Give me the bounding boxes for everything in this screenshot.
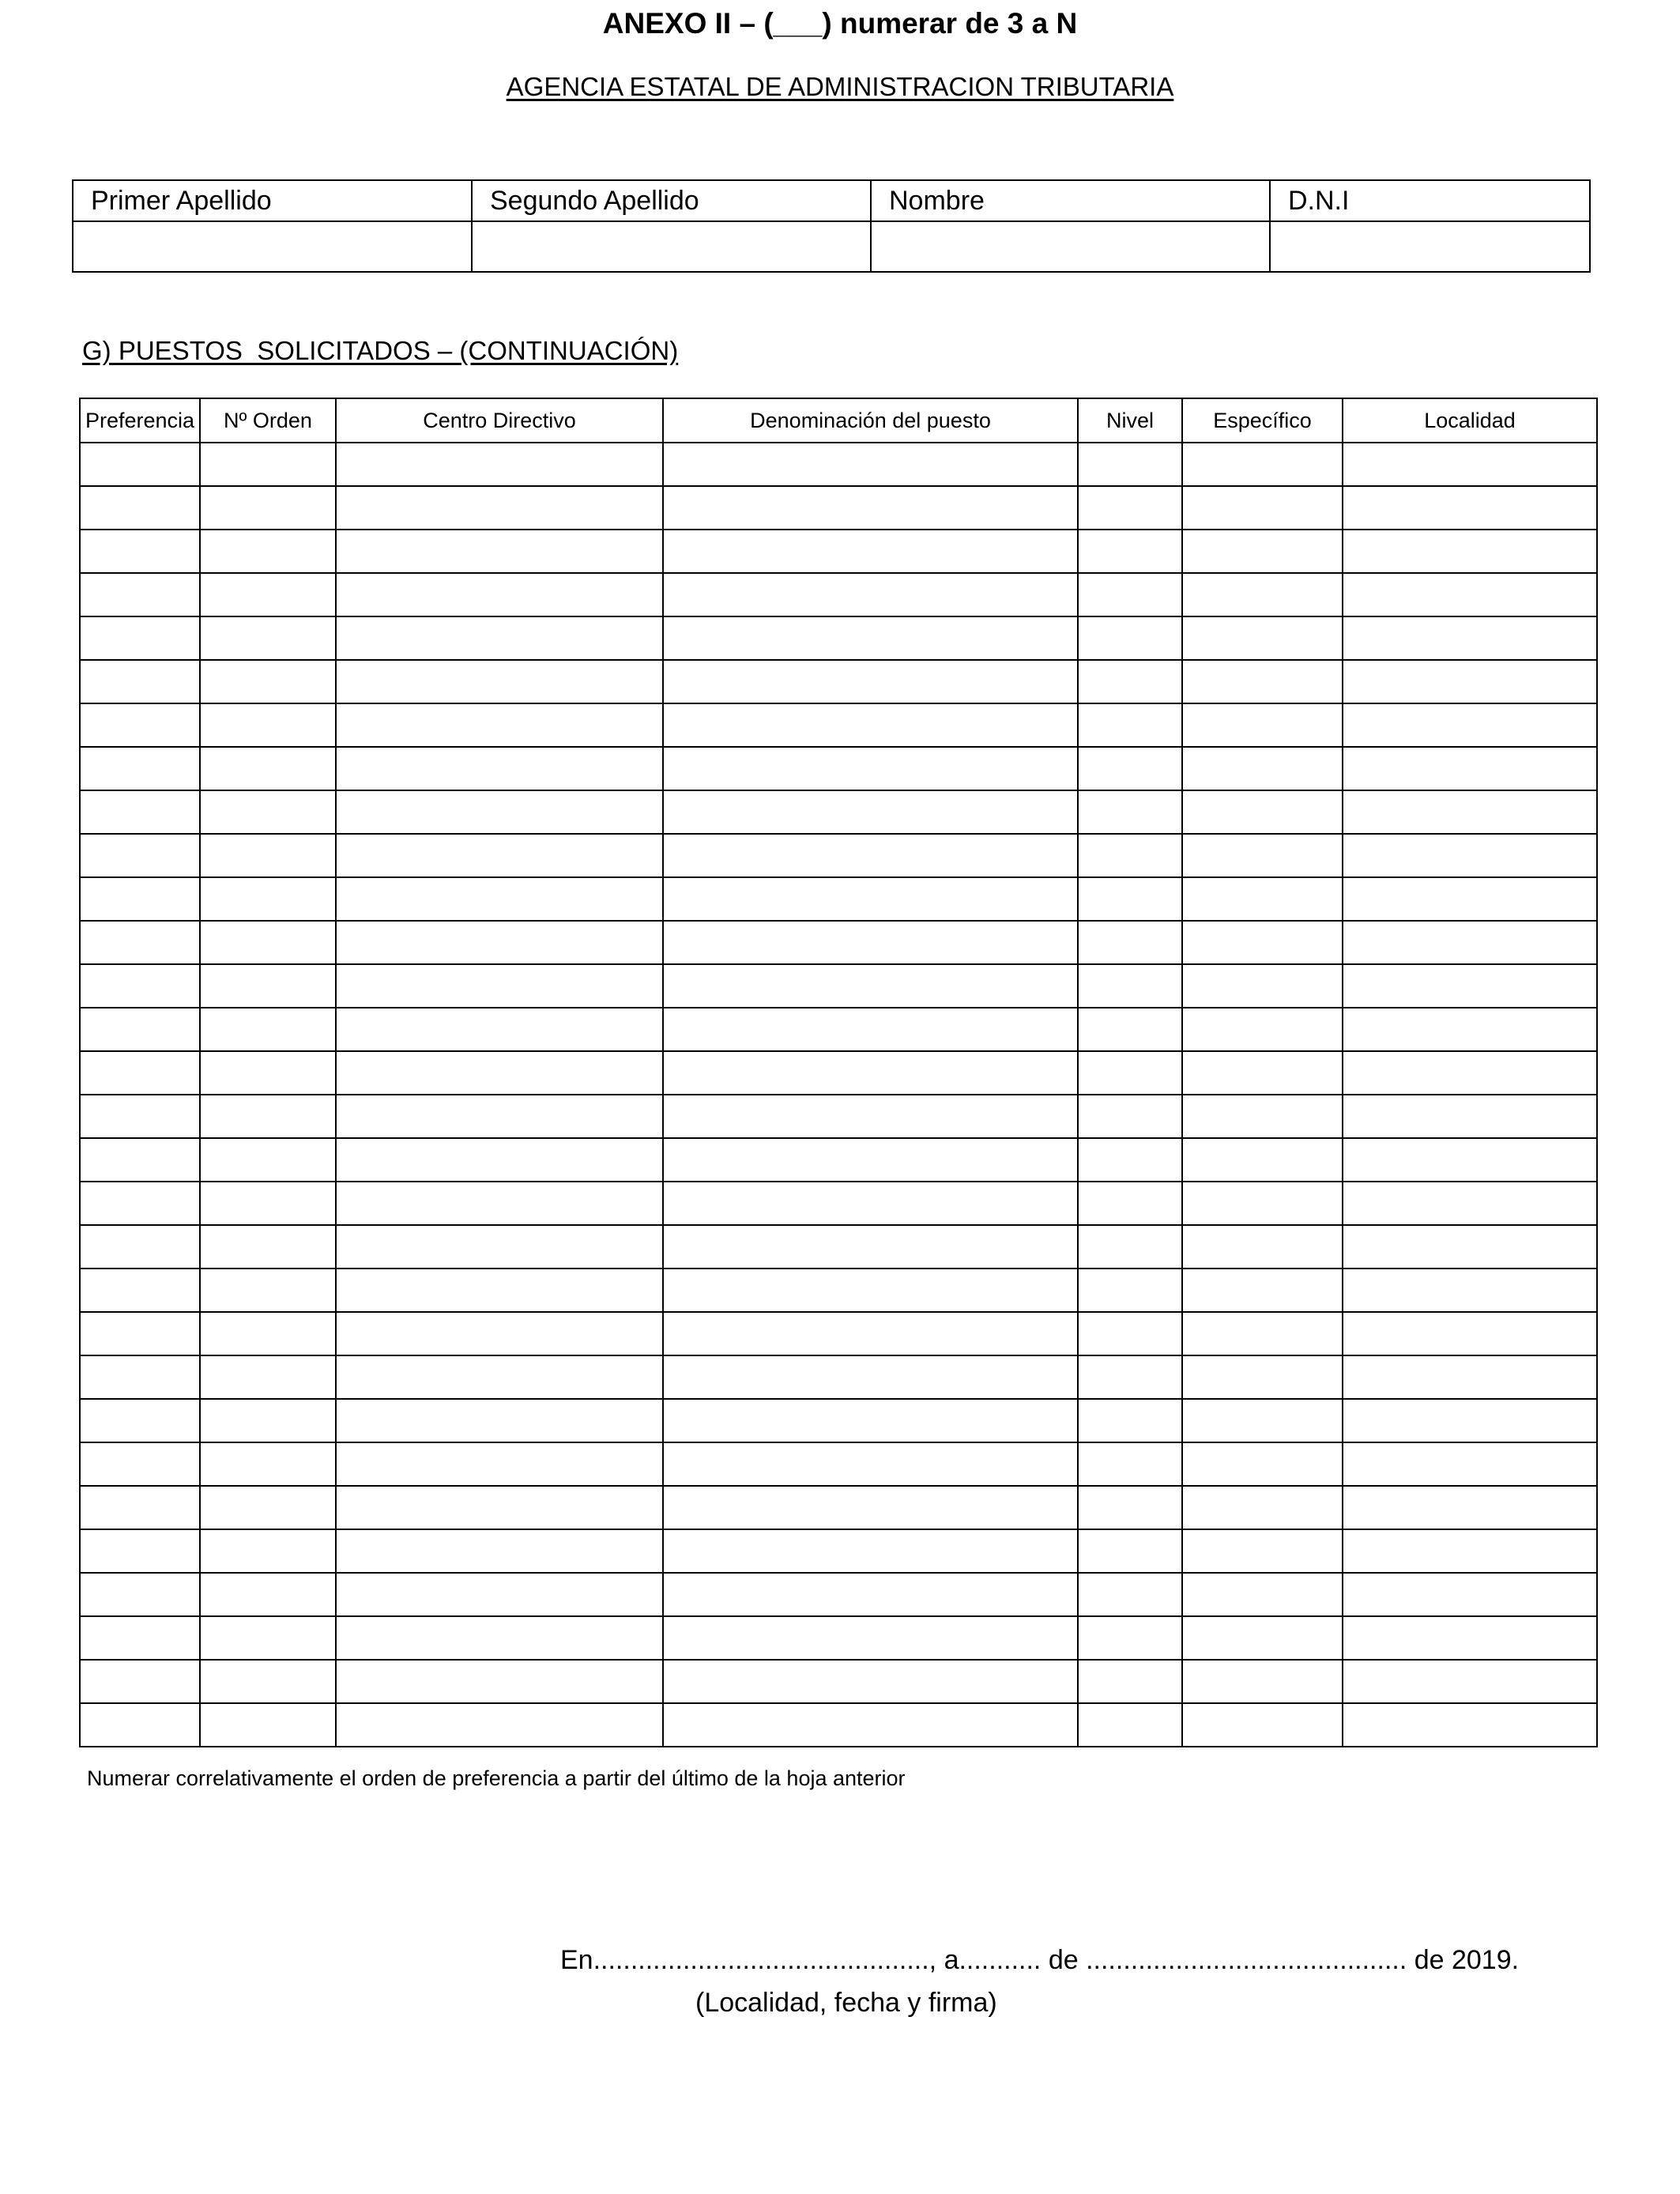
preferencia-cell[interactable] bbox=[80, 1660, 200, 1703]
localidad-cell[interactable] bbox=[1343, 1442, 1597, 1486]
especifico-cell[interactable] bbox=[1182, 747, 1343, 790]
table-row bbox=[80, 530, 1597, 573]
numero-orden-cell[interactable] bbox=[200, 877, 336, 921]
table-row bbox=[80, 443, 1597, 486]
table-row bbox=[80, 1660, 1597, 1703]
preferencia-cell[interactable] bbox=[80, 703, 200, 747]
table-row bbox=[80, 1312, 1597, 1355]
positions-body bbox=[80, 443, 1597, 1747]
preferencia-cell[interactable] bbox=[80, 1095, 200, 1138]
localidad-cell[interactable] bbox=[1343, 1486, 1597, 1529]
nivel-cell[interactable] bbox=[1078, 1182, 1182, 1225]
preferencia-cell[interactable] bbox=[80, 921, 200, 964]
localidad-cell[interactable] bbox=[1343, 1660, 1597, 1703]
centro-directivo-cell[interactable] bbox=[336, 486, 663, 530]
nivel-cell[interactable] bbox=[1078, 1399, 1182, 1442]
section-title: G) PUESTOS SOLICITADOS – (CONTINUACIÓN) bbox=[82, 336, 679, 365]
table-row bbox=[80, 921, 1597, 964]
localidad-cell[interactable] bbox=[1343, 790, 1597, 834]
especifico-cell[interactable] bbox=[1182, 921, 1343, 964]
table-row bbox=[80, 1442, 1597, 1486]
preferencia-cell[interactable] bbox=[80, 1703, 200, 1747]
centro-directivo-cell[interactable] bbox=[336, 790, 663, 834]
centro-directivo-cell[interactable] bbox=[336, 530, 663, 573]
preferencia-cell[interactable] bbox=[80, 1051, 200, 1095]
preferencia-cell[interactable] bbox=[80, 1269, 200, 1312]
header-segundo-apellido: Segundo Apellido bbox=[472, 180, 871, 221]
especifico-cell[interactable] bbox=[1182, 530, 1343, 573]
localidad-cell[interactable] bbox=[1343, 1573, 1597, 1616]
header-nivel: Nivel bbox=[1078, 398, 1182, 443]
identification-input-row bbox=[73, 221, 1590, 272]
denominacion-puesto-cell[interactable] bbox=[663, 747, 1078, 790]
numero-orden-cell[interactable] bbox=[200, 486, 336, 530]
nivel-cell[interactable] bbox=[1078, 834, 1182, 877]
nivel-cell[interactable] bbox=[1078, 530, 1182, 573]
numero-orden-cell[interactable] bbox=[200, 1529, 336, 1573]
denominacion-puesto-cell[interactable] bbox=[663, 486, 1078, 530]
localidad-cell[interactable] bbox=[1343, 1312, 1597, 1355]
especifico-cell[interactable] bbox=[1182, 1399, 1343, 1442]
nivel-cell[interactable] bbox=[1078, 1486, 1182, 1529]
header-especifico: Específico bbox=[1182, 398, 1343, 443]
denominacion-puesto-cell[interactable] bbox=[663, 1703, 1078, 1747]
table-row bbox=[80, 616, 1597, 660]
positions-header-row bbox=[80, 398, 1597, 443]
denominacion-puesto-cell[interactable] bbox=[663, 964, 1078, 1008]
table-row bbox=[80, 703, 1597, 747]
numero-orden-cell[interactable] bbox=[200, 1486, 336, 1529]
signature-line: En............................................., a........... de ........................................... de 2019. bbox=[560, 1945, 1520, 1975]
preferencia-cell[interactable] bbox=[80, 1138, 200, 1182]
preferencia-cell[interactable] bbox=[80, 1529, 200, 1573]
centro-directivo-cell[interactable] bbox=[336, 703, 663, 747]
localidad-cell[interactable] bbox=[1343, 443, 1597, 486]
preferencia-cell[interactable] bbox=[80, 443, 200, 486]
table-row bbox=[80, 1095, 1597, 1138]
centro-directivo-cell[interactable] bbox=[336, 1660, 663, 1703]
table-row bbox=[80, 486, 1597, 530]
nivel-cell[interactable] bbox=[1078, 616, 1182, 660]
numero-orden-cell[interactable] bbox=[200, 790, 336, 834]
nivel-cell[interactable] bbox=[1078, 573, 1182, 616]
preferencia-cell[interactable] bbox=[80, 1442, 200, 1486]
denominacion-puesto-cell[interactable] bbox=[663, 1269, 1078, 1312]
nivel-cell[interactable] bbox=[1078, 964, 1182, 1008]
preferencia-cell[interactable] bbox=[80, 660, 200, 703]
especifico-cell[interactable] bbox=[1182, 964, 1343, 1008]
preferencia-cell[interactable] bbox=[80, 1182, 200, 1225]
requested-positions-table bbox=[79, 398, 1598, 1747]
preferencia-cell[interactable] bbox=[80, 573, 200, 616]
numero-orden-cell[interactable] bbox=[200, 703, 336, 747]
preferencia-cell[interactable] bbox=[80, 1008, 200, 1051]
nivel-cell[interactable] bbox=[1078, 1703, 1182, 1747]
localidad-cell[interactable] bbox=[1343, 1399, 1597, 1442]
localidad-cell[interactable] bbox=[1343, 747, 1597, 790]
centro-directivo-cell[interactable] bbox=[336, 1616, 663, 1660]
nivel-cell[interactable] bbox=[1078, 877, 1182, 921]
centro-directivo-cell[interactable] bbox=[336, 1355, 663, 1399]
localidad-cell[interactable] bbox=[1343, 834, 1597, 877]
centro-directivo-cell[interactable] bbox=[336, 443, 663, 486]
preferencia-cell[interactable] bbox=[80, 790, 200, 834]
centro-directivo-cell[interactable] bbox=[336, 1573, 663, 1616]
numero-orden-cell[interactable] bbox=[200, 1051, 336, 1095]
denominacion-puesto-cell[interactable] bbox=[663, 834, 1078, 877]
nivel-cell[interactable] bbox=[1078, 660, 1182, 703]
especifico-cell[interactable] bbox=[1182, 1095, 1343, 1138]
agency-name: AGENCIA ESTATAL DE ADMINISTRACION TRIBUTARIA bbox=[506, 72, 1174, 101]
localidad-cell[interactable] bbox=[1343, 1225, 1597, 1269]
numero-orden-cell[interactable] bbox=[200, 921, 336, 964]
centro-directivo-cell[interactable] bbox=[336, 1008, 663, 1051]
especifico-cell[interactable] bbox=[1182, 1660, 1343, 1703]
preferencia-cell[interactable] bbox=[80, 1399, 200, 1442]
especifico-cell[interactable] bbox=[1182, 1312, 1343, 1355]
nivel-cell[interactable] bbox=[1078, 1269, 1182, 1312]
preferencia-cell[interactable] bbox=[80, 1573, 200, 1616]
localidad-cell[interactable] bbox=[1343, 1138, 1597, 1182]
especifico-cell[interactable] bbox=[1182, 1616, 1343, 1660]
centro-directivo-cell[interactable] bbox=[336, 1138, 663, 1182]
localidad-cell[interactable] bbox=[1343, 486, 1597, 530]
numero-orden-cell[interactable] bbox=[200, 1703, 336, 1747]
centro-directivo-cell[interactable] bbox=[336, 1529, 663, 1573]
especifico-cell[interactable] bbox=[1182, 1355, 1343, 1399]
especifico-cell[interactable] bbox=[1182, 1182, 1343, 1225]
numero-orden-cell[interactable] bbox=[200, 1269, 336, 1312]
table-row bbox=[80, 1529, 1597, 1573]
centro-directivo-cell[interactable] bbox=[336, 1312, 663, 1355]
denominacion-puesto-cell[interactable] bbox=[663, 1399, 1078, 1442]
localidad-cell[interactable] bbox=[1343, 1529, 1597, 1573]
denominacion-puesto-cell[interactable] bbox=[663, 573, 1078, 616]
numero-orden-cell[interactable] bbox=[200, 1616, 336, 1660]
denominacion-puesto-cell[interactable] bbox=[663, 1051, 1078, 1095]
localidad-cell[interactable] bbox=[1343, 1703, 1597, 1747]
localidad-cell[interactable] bbox=[1343, 1008, 1597, 1051]
denominacion-puesto-cell[interactable] bbox=[663, 703, 1078, 747]
nivel-cell[interactable] bbox=[1078, 1225, 1182, 1269]
especifico-cell[interactable] bbox=[1182, 443, 1343, 486]
localidad-cell[interactable] bbox=[1343, 1355, 1597, 1399]
especifico-cell[interactable] bbox=[1182, 1269, 1343, 1312]
denominacion-puesto-cell[interactable] bbox=[663, 1008, 1078, 1051]
centro-directivo-cell[interactable] bbox=[336, 1703, 663, 1747]
table-row bbox=[80, 1182, 1597, 1225]
nivel-cell[interactable] bbox=[1078, 1573, 1182, 1616]
denominacion-puesto-cell[interactable] bbox=[663, 1225, 1078, 1269]
especifico-cell[interactable] bbox=[1182, 660, 1343, 703]
denominacion-puesto-cell[interactable] bbox=[663, 1616, 1078, 1660]
denominacion-puesto-cell[interactable] bbox=[663, 921, 1078, 964]
numero-orden-cell[interactable] bbox=[200, 1660, 336, 1703]
preferencia-cell[interactable] bbox=[80, 1355, 200, 1399]
preferencia-cell[interactable] bbox=[80, 747, 200, 790]
applicant-identification-table bbox=[72, 179, 1591, 273]
especifico-cell[interactable] bbox=[1182, 790, 1343, 834]
nivel-cell[interactable] bbox=[1078, 747, 1182, 790]
localidad-cell[interactable] bbox=[1343, 964, 1597, 1008]
centro-directivo-cell[interactable] bbox=[336, 573, 663, 616]
preferencia-cell[interactable] bbox=[80, 1486, 200, 1529]
preferencia-cell[interactable] bbox=[80, 877, 200, 921]
especifico-cell[interactable] bbox=[1182, 486, 1343, 530]
numero-orden-cell[interactable] bbox=[200, 1095, 336, 1138]
centro-directivo-cell[interactable] bbox=[336, 1442, 663, 1486]
denominacion-puesto-cell[interactable] bbox=[663, 1355, 1078, 1399]
header-denominacion-puesto: Denominación del puesto bbox=[663, 398, 1078, 443]
preferencia-cell[interactable] bbox=[80, 1312, 200, 1355]
centro-directivo-cell[interactable] bbox=[336, 1486, 663, 1529]
localidad-cell[interactable] bbox=[1343, 616, 1597, 660]
numero-orden-cell[interactable] bbox=[200, 1399, 336, 1442]
especifico-cell[interactable] bbox=[1182, 834, 1343, 877]
document-title: ANEXO II – (___) numerar de 3 a N bbox=[602, 7, 1078, 40]
table-row bbox=[80, 877, 1597, 921]
denominacion-puesto-cell[interactable] bbox=[663, 660, 1078, 703]
especifico-cell[interactable] bbox=[1182, 703, 1343, 747]
especifico-cell[interactable] bbox=[1182, 1529, 1343, 1573]
table-row bbox=[80, 573, 1597, 616]
especifico-cell[interactable] bbox=[1182, 1008, 1343, 1051]
denominacion-puesto-cell[interactable] bbox=[663, 1312, 1078, 1355]
nivel-cell[interactable] bbox=[1078, 1138, 1182, 1182]
header-preferencia: Preferencia bbox=[80, 398, 200, 443]
denominacion-puesto-cell[interactable] bbox=[663, 1182, 1078, 1225]
nivel-cell[interactable] bbox=[1078, 1312, 1182, 1355]
numero-orden-cell[interactable] bbox=[200, 530, 336, 573]
preferencia-cell[interactable] bbox=[80, 1616, 200, 1660]
centro-directivo-cell[interactable] bbox=[336, 964, 663, 1008]
especifico-cell[interactable] bbox=[1182, 1486, 1343, 1529]
denominacion-puesto-cell[interactable] bbox=[663, 616, 1078, 660]
nivel-cell[interactable] bbox=[1078, 1095, 1182, 1138]
denominacion-puesto-cell[interactable] bbox=[663, 1573, 1078, 1616]
numero-orden-cell[interactable] bbox=[200, 964, 336, 1008]
nivel-cell[interactable] bbox=[1078, 921, 1182, 964]
table-row bbox=[80, 1703, 1597, 1747]
numero-orden-cell[interactable] bbox=[200, 1573, 336, 1616]
especifico-cell[interactable] bbox=[1182, 1703, 1343, 1747]
preferencia-cell[interactable] bbox=[80, 616, 200, 660]
especifico-cell[interactable] bbox=[1182, 877, 1343, 921]
numero-orden-cell[interactable] bbox=[200, 1182, 336, 1225]
table-row bbox=[80, 1616, 1597, 1660]
numero-orden-cell[interactable] bbox=[200, 616, 336, 660]
table-row bbox=[80, 964, 1597, 1008]
centro-directivo-cell[interactable] bbox=[336, 1051, 663, 1095]
numero-orden-cell[interactable] bbox=[200, 1008, 336, 1051]
localidad-cell[interactable] bbox=[1343, 1095, 1597, 1138]
nivel-cell[interactable] bbox=[1078, 1355, 1182, 1399]
preferencia-cell[interactable] bbox=[80, 486, 200, 530]
localidad-cell[interactable] bbox=[1343, 573, 1597, 616]
localidad-cell[interactable] bbox=[1343, 1051, 1597, 1095]
nivel-cell[interactable] bbox=[1078, 486, 1182, 530]
header-localidad: Localidad bbox=[1343, 398, 1597, 443]
denominacion-puesto-cell[interactable] bbox=[663, 443, 1078, 486]
nivel-cell[interactable] bbox=[1078, 1008, 1182, 1051]
denominacion-puesto-cell[interactable] bbox=[663, 790, 1078, 834]
localidad-cell[interactable] bbox=[1343, 660, 1597, 703]
table-row bbox=[80, 1225, 1597, 1269]
primer-apellido-field[interactable] bbox=[73, 221, 472, 272]
dni-field[interactable] bbox=[1270, 221, 1590, 272]
centro-directivo-cell[interactable] bbox=[336, 921, 663, 964]
centro-directivo-cell[interactable] bbox=[336, 834, 663, 877]
nivel-cell[interactable] bbox=[1078, 1442, 1182, 1486]
localidad-cell[interactable] bbox=[1343, 1269, 1597, 1312]
numero-orden-cell[interactable] bbox=[200, 747, 336, 790]
header-dni: D.N.I bbox=[1270, 180, 1590, 221]
denominacion-puesto-cell[interactable] bbox=[663, 1486, 1078, 1529]
nivel-cell[interactable] bbox=[1078, 1660, 1182, 1703]
denominacion-puesto-cell[interactable] bbox=[663, 1529, 1078, 1573]
numero-orden-cell[interactable] bbox=[200, 1442, 336, 1486]
preferencia-cell[interactable] bbox=[80, 964, 200, 1008]
table-row bbox=[80, 1008, 1597, 1051]
numero-orden-cell[interactable] bbox=[200, 834, 336, 877]
table-row bbox=[80, 1486, 1597, 1529]
table-row bbox=[80, 834, 1597, 877]
numero-orden-cell[interactable] bbox=[200, 443, 336, 486]
table-row bbox=[80, 660, 1597, 703]
especifico-cell[interactable] bbox=[1182, 1573, 1343, 1616]
denominacion-puesto-cell[interactable] bbox=[663, 1095, 1078, 1138]
header-centro-directivo: Centro Directivo bbox=[336, 398, 663, 443]
preferencia-cell[interactable] bbox=[80, 1225, 200, 1269]
numero-orden-cell[interactable] bbox=[200, 1355, 336, 1399]
centro-directivo-cell[interactable] bbox=[336, 660, 663, 703]
especifico-cell[interactable] bbox=[1182, 573, 1343, 616]
nombre-field[interactable] bbox=[871, 221, 1270, 272]
preferencia-cell[interactable] bbox=[80, 530, 200, 573]
numero-orden-cell[interactable] bbox=[200, 1312, 336, 1355]
table-row bbox=[80, 1269, 1597, 1312]
signature-caption: (Localidad, fecha y firma) bbox=[695, 1988, 997, 2018]
centro-directivo-cell[interactable] bbox=[336, 616, 663, 660]
numero-orden-cell[interactable] bbox=[200, 573, 336, 616]
header-nombre: Nombre bbox=[871, 180, 1270, 221]
especifico-cell[interactable] bbox=[1182, 1442, 1343, 1486]
nivel-cell[interactable] bbox=[1078, 1529, 1182, 1573]
segundo-apellido-field[interactable] bbox=[472, 221, 871, 272]
centro-directivo-cell[interactable] bbox=[336, 1225, 663, 1269]
nivel-cell[interactable] bbox=[1078, 1616, 1182, 1660]
denominacion-puesto-cell[interactable] bbox=[663, 530, 1078, 573]
denominacion-puesto-cell[interactable] bbox=[663, 1138, 1078, 1182]
nivel-cell[interactable] bbox=[1078, 790, 1182, 834]
localidad-cell[interactable] bbox=[1343, 530, 1597, 573]
denominacion-puesto-cell[interactable] bbox=[663, 877, 1078, 921]
especifico-cell[interactable] bbox=[1182, 1138, 1343, 1182]
table-row bbox=[80, 1399, 1597, 1442]
nivel-cell[interactable] bbox=[1078, 703, 1182, 747]
identification-header-row bbox=[73, 180, 1590, 221]
especifico-cell[interactable] bbox=[1182, 1225, 1343, 1269]
localidad-cell[interactable] bbox=[1343, 877, 1597, 921]
localidad-cell[interactable] bbox=[1343, 1616, 1597, 1660]
centro-directivo-cell[interactable] bbox=[336, 1182, 663, 1225]
especifico-cell[interactable] bbox=[1182, 1051, 1343, 1095]
table-row bbox=[80, 1355, 1597, 1399]
table-row bbox=[80, 790, 1597, 834]
table-row bbox=[80, 747, 1597, 790]
header-primer-apellido: Primer Apellido bbox=[73, 180, 472, 221]
centro-directivo-cell[interactable] bbox=[336, 1095, 663, 1138]
centro-directivo-cell[interactable] bbox=[336, 747, 663, 790]
localidad-cell[interactable] bbox=[1343, 703, 1597, 747]
localidad-cell[interactable] bbox=[1343, 1182, 1597, 1225]
numero-orden-cell[interactable] bbox=[200, 660, 336, 703]
centro-directivo-cell[interactable] bbox=[336, 1269, 663, 1312]
localidad-cell[interactable] bbox=[1343, 921, 1597, 964]
preferencia-cell[interactable] bbox=[80, 834, 200, 877]
footnote: Numerar correlativamente el orden de preferencia a partir del último de la hoja anterior bbox=[87, 1766, 906, 1790]
denominacion-puesto-cell[interactable] bbox=[663, 1660, 1078, 1703]
numero-orden-cell[interactable] bbox=[200, 1225, 336, 1269]
centro-directivo-cell[interactable] bbox=[336, 877, 663, 921]
header-numero-orden: Nº Orden bbox=[200, 398, 336, 443]
denominacion-puesto-cell[interactable] bbox=[663, 1442, 1078, 1486]
nivel-cell[interactable] bbox=[1078, 443, 1182, 486]
numero-orden-cell[interactable] bbox=[200, 1138, 336, 1182]
nivel-cell[interactable] bbox=[1078, 1051, 1182, 1095]
table-row bbox=[80, 1573, 1597, 1616]
especifico-cell[interactable] bbox=[1182, 616, 1343, 660]
centro-directivo-cell[interactable] bbox=[336, 1399, 663, 1442]
table-row bbox=[80, 1138, 1597, 1182]
table-row bbox=[80, 1051, 1597, 1095]
